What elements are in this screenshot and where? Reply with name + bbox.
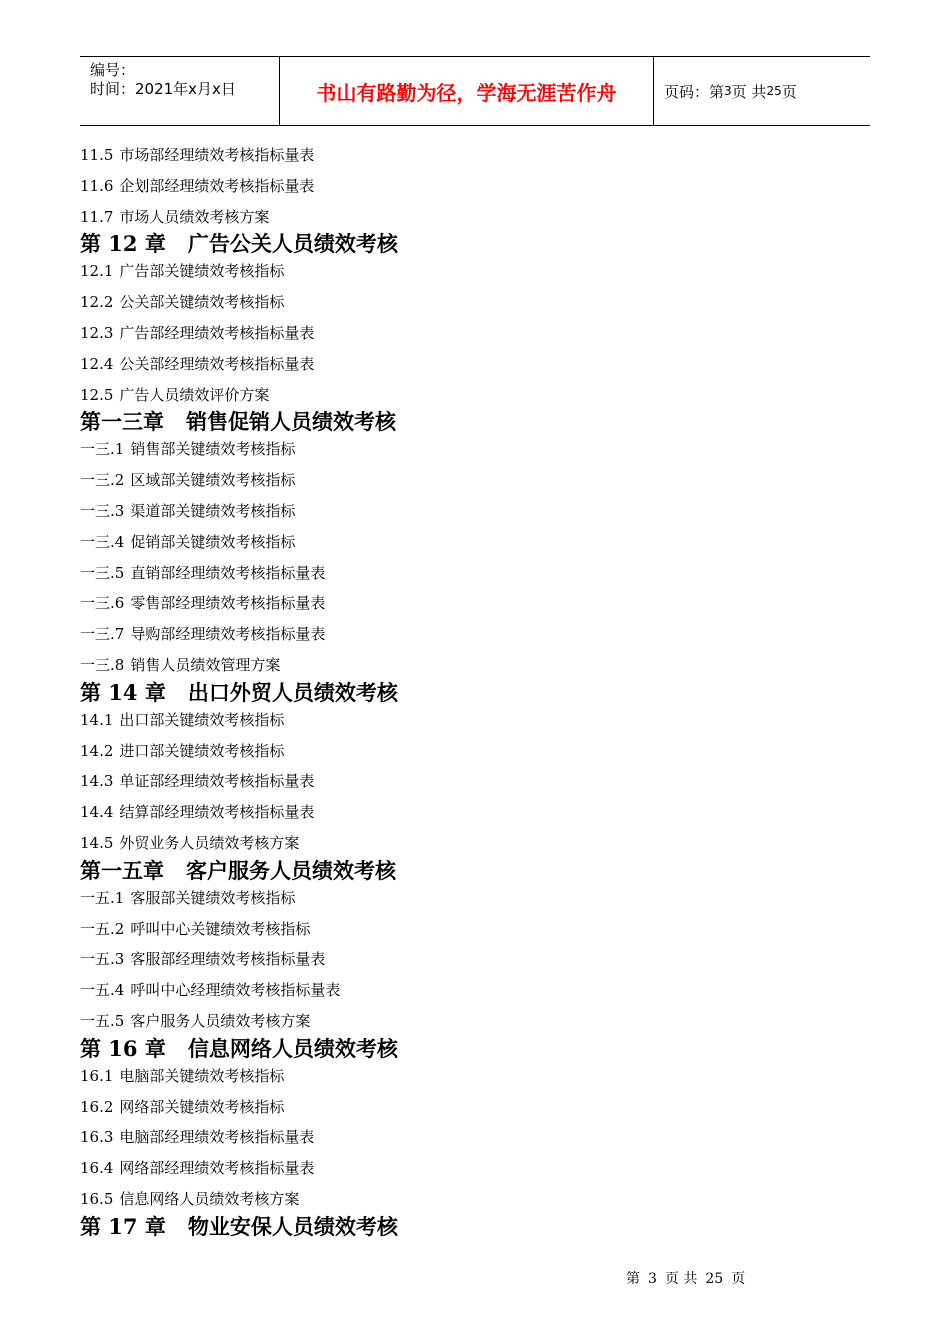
item-number: 12.5 [80,385,114,404]
item-number: 11.6 [80,176,114,195]
toc-item [80,527,870,558]
footer-total: 25 [705,1271,724,1287]
toc-item [80,705,870,736]
chapter-title: 客户服务人员绩效考核 [186,857,396,883]
item-number: 一五.2 [80,919,125,938]
toc-item [80,558,870,589]
item-number: 14.4 [80,803,114,822]
item-number: 12.1 [80,262,114,281]
item-title: 公关部经理绩效考核指标量表 [119,354,315,373]
toc-item [80,434,870,465]
item-title: 广告人员绩效评价方案 [119,385,270,404]
chapter-title: 销售促销人员绩效考核 [186,409,396,435]
item-number: 12.3 [80,323,114,342]
item-number: 16.1 [80,1066,114,1085]
footer-suffix: 页 [731,1271,746,1287]
item-number: 14.2 [80,741,114,760]
page-header [80,56,870,126]
item-title: 信息网络人员绩效考核方案 [119,1189,300,1208]
toc-item [80,465,870,496]
chapter-title: 出口外贸人员绩效考核 [187,679,398,705]
item-title: 企划部经理绩效考核指标量表 [119,176,315,195]
page-total: 25 [766,84,782,98]
chapter-title: 信息网络人员绩效考核 [187,1035,398,1061]
table-of-contents [80,140,870,1239]
item-number: 一三.5 [80,563,125,582]
toc-item [80,736,870,767]
item-number: 12.4 [80,354,114,373]
toc-item [80,1153,870,1184]
item-number: 14.5 [80,833,114,852]
toc-item [80,797,870,828]
toc-item [80,975,870,1006]
item-title: 广告部经理绩效考核指标量表 [119,323,315,342]
toc-item [80,496,870,527]
item-title: 出口部关键绩效考核指标 [119,710,285,729]
toc-item [80,1061,870,1092]
item-title: 导购部经理绩效考核指标量表 [130,625,326,644]
chapter-number: 第 12 章 [80,231,166,257]
header-meta [80,57,280,125]
item-title: 促销部关键绩效考核指标 [130,532,296,551]
toc-item [80,766,870,797]
item-number: 一五.5 [80,1011,125,1030]
item-title: 网络部关键绩效考核指标 [119,1097,285,1116]
chapter-number: 第 14 章 [80,679,166,705]
footer-prefix: 第 [626,1271,640,1287]
chapter-title: 物业安保人员绩效考核 [187,1213,398,1239]
item-title: 呼叫中心经理绩效考核指标量表 [130,981,341,1000]
number-label: 编号： [90,61,136,79]
item-title: 客户服务人员绩效考核方案 [130,1011,311,1030]
item-title: 广告部关键绩效考核指标 [119,262,285,281]
chapter-number: 第一五章 [80,857,164,883]
item-number: 一三.8 [80,655,125,674]
item-title: 外贸业务人员绩效考核方案 [119,833,300,852]
item-number: 14.3 [80,772,114,791]
item-title: 电脑部关键绩效考核指标 [119,1066,285,1085]
toc-item [80,944,870,975]
item-title: 直销部经理绩效考核指标量表 [130,563,326,582]
item-number: 一五.1 [80,888,125,907]
chapter-number: 第 16 章 [80,1035,166,1061]
item-title: 市场人员绩效考核方案 [119,207,270,226]
item-title: 渠道部关键绩效考核指标 [130,501,296,520]
toc-item [80,619,870,650]
header-motto: 书山有路勤为径，学海无涯苦作舟 [280,57,654,125]
item-number: 16.2 [80,1097,114,1116]
toc-item [80,287,870,318]
item-title: 进口部关键绩效考核指标 [119,741,285,760]
chapter-number: 第 17 章 [80,1213,166,1239]
item-number: 一五.4 [80,981,125,1000]
item-title: 区域部关键绩效考核指标 [130,471,296,490]
toc-item [80,318,870,349]
toc-item [80,140,870,171]
header-page-info [654,57,870,125]
toc-item [80,349,870,380]
toc-item [80,171,870,202]
page-footer [626,1268,753,1288]
item-number: 16.4 [80,1159,114,1178]
footer-current: 3 [648,1271,657,1287]
item-number: 一三.3 [80,501,125,520]
item-number: 14.1 [80,710,114,729]
chapter-title: 广告公关人员绩效考核 [187,231,398,257]
item-title: 零售部经理绩效考核指标量表 [130,594,326,613]
item-title: 结算部经理绩效考核指标量表 [119,803,315,822]
item-number: 11.5 [80,146,114,164]
item-title: 市场部经理绩效考核指标量表 [119,146,315,164]
toc-item [80,914,870,945]
item-number: 一三.6 [80,594,125,613]
page-mid: 页 共 [731,82,767,101]
item-title: 电脑部经理绩效考核指标量表 [119,1128,315,1147]
item-title: 客服部关键绩效考核指标 [130,888,296,907]
item-number: 一三.1 [80,440,125,459]
toc-item [80,256,870,287]
page-prefix: 页码：第 [664,82,725,101]
chapter-number: 第一三章 [80,409,164,435]
toc-item [80,883,870,914]
footer-mid: 页 共 [664,1271,698,1287]
chapter-heading [80,1209,870,1245]
toc-item [80,1122,870,1153]
item-number: 16.5 [80,1189,114,1208]
page-suffix: 页 [781,82,797,101]
item-title: 客服部经理绩效考核指标量表 [130,950,326,969]
page-current: 3 [724,84,732,98]
toc-item [80,588,870,619]
item-title: 呼叫中心关键绩效考核指标 [130,919,311,938]
toc-item [80,1092,870,1123]
item-title: 网络部经理绩效考核指标量表 [119,1159,315,1178]
item-title: 销售部关键绩效考核指标 [130,440,296,459]
time-label: 时间：2021年x月x日 [90,80,236,98]
item-number: 一三.4 [80,532,125,551]
item-number: 一五.3 [80,950,125,969]
item-number: 12.2 [80,293,114,312]
item-number: 16.3 [80,1128,114,1147]
item-number: 一三.7 [80,625,125,644]
item-number: 一三.2 [80,471,125,490]
item-number: 11.7 [80,207,114,226]
item-title: 单证部经理绩效考核指标量表 [119,772,315,791]
item-title: 公关部关键绩效考核指标 [119,293,285,312]
item-title: 销售人员绩效管理方案 [130,655,281,674]
